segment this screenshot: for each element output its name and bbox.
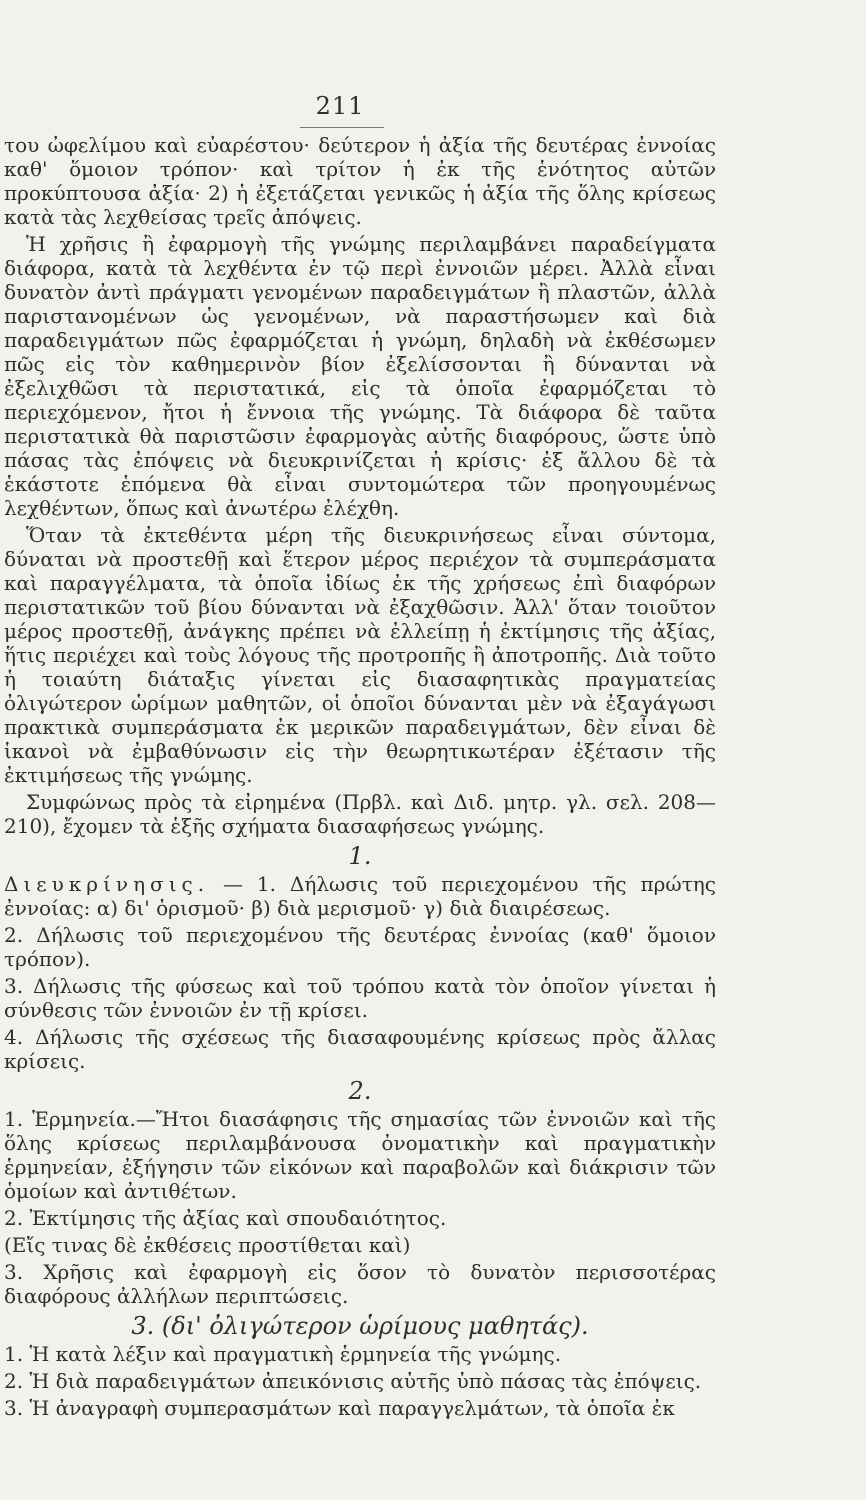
list-item: 1. Ἡ κατὰ λέξιν καὶ πραγματικὴ ἑρμηνεία τῆς γνώμης. — [4, 1342, 562, 1366]
paragraph: Ἡ χρῆσις ἢ ἐφαρμογὴ τῆς γνώμης περιλαμβάνει παραδείγματα διάφορα, κατὰ τὰ λεχθέντα ἐν τῷ περὶ ἐννοιῶν μέρει. Ἀλλὰ εἶναι δυνατὸν ἀντὶ πράγματι γενομένων παραδειγμάτων ἢ πλαστῶν, ἀλλὰ παριστανομένων ὡς γενομένων, νὰ παραστήσωμεν καὶ διὰ παραδειγμάτων πῶς ἐφαρμόζεται ἡ γνώμη, δηλαδὴ νὰ ἐκθέσωμεν πῶς εἰς τὸν καθημερινὸν βίον ἐξελίσσονται ἢ δύνανται νὰ ἐξελιχθῶσι τὰ περιστατικά, εἰς τὰ ὁποῖα ἐφαρμόζεται τὸ περιεχόμενον, ἤτοι ἡ ἔννοια τῆς γνώμης. Τὰ διάφορα δὲ ταῦτα περιστατικὰ θὰ παριστῶσιν ἐφαρμογὰς αὐτῆς διαφόρους, ὥστε ὑπὸ πάσας τὰς ἐπόψεις νὰ διευκρινίζεται ἡ κρίσις· ἐξ ἄλλου δὲ τὰ ἑκάστοτε ἑπόμενα θὰ εἶναι συντομώτερα τῶν προηγουμένως λεχθέντων, ὅπως καὶ ἀνωτέρω ἐλέχθη. — [4, 232, 716, 520]
list-item: 4. Δήλωσις τῆς σχέσεως τῆς διασαφουμένης κρίσεως πρὸς ἄλλας κρίσεις. — [4, 1025, 716, 1073]
paragraph: Συμφώνως πρὸς τὰ εἰρημένα (Πρβλ. καὶ Διδ. μητρ. γλ. σελ. 208—210), ἔχομεν τὰ ἑξῆς σχήματα διασαφήσεως γνώμης. — [4, 790, 716, 838]
page-number: 211 — [315, 92, 365, 120]
section-heading: 2. — [348, 1077, 372, 1105]
list-item-text: — 1. Δήλωσις τοῦ περιεχομένου τῆς πρώτης ἐννοίας: α) δι' ὁρισμοῦ· β) διὰ μερισμοῦ· γ) διὰ διαιρέσεως. — [4, 872, 716, 920]
list-item: 2. Ἐκτίμησις τῆς ἀξίας καὶ σπουδαιότητος. — [4, 1206, 447, 1230]
list-item: 2. Δήλωσις τοῦ περιεχομένου τῆς δευτέρας ἐννοίας (καθ' ὅμοιον τρόπον). — [4, 923, 716, 971]
list-item: 2. Ἡ διὰ παραδειγμάτων ἀπεικόνισις αὐτῆς ὑπὸ πάσας τὰς ἐπόψεις. — [4, 1369, 702, 1393]
list-item: 3. Δήλωσις τῆς φύσεως καὶ τοῦ τρόπου κατὰ τὸν ὁποῖον γίνεται ἡ σύνθεσις τῶν ἐννοιῶν ἐν τῇ κρίσει. — [4, 974, 716, 1022]
list-item: (Εἴς τινας δὲ ἐκθέσεις προστίθεται καὶ) — [4, 1233, 411, 1257]
paragraph: Ὅταν τὰ ἐκτεθέντα μέρη τῆς διευκρινήσεως εἶναι σύντομα, δύναται νὰ προστεθῇ καὶ ἕτερον μέρος περιέχον τὰ συμπεράσματα καὶ παραγγέλματα, τὰ ὁποῖα ἰδίως ἐκ τῆς χρήσεως ἐπὶ διαφόρων περιστατικῶν τοῦ βίου δύνανται νὰ ἐξαχθῶσιν. Ἀλλ' ὅταν τοιοῦτον μέρος προστεθῇ, ἀνάγκης πρέπει νὰ ἐλλείπῃ ἡ ἐκτίμησις τῆς ἀξίας, ἥτις περιέχει καὶ τοὺς λόγους τῆς προτροπῆς ἢ ἀποτροπῆς. Διὰ τοῦτο ἡ τοιαύτη διάταξις γίνεται εἰς διασαφητικὰς πραγματείας ὀλιγώτερον ὡρίμων μαθητῶν, οἱ ὁποῖοι δύνανται μὲν νὰ ἐξαγάγωσι πρακτικὰ συμπεράσματα ἐκ μερικῶν παραδειγμάτων, δὲν εἶναι δὲ ἱκανοὶ νὰ ἐμβαθύνωσιν εἰς τὴν θεωρητικωτέραν ἐξέτασιν τῆς ἐκτιμήσεως τῆς γνώμης. — [4, 523, 716, 787]
page-body — [4, 133, 716, 1423]
section-heading: 3. (δι' ὀλιγώτερον ὡρίμους μαθητάς). — [131, 1312, 589, 1340]
list-item: 3. Ἡ ἀναγραφὴ συμπερασμάτων καὶ παραγγελμάτων, τὰ ὁποῖα ἐκ — [4, 1396, 675, 1420]
list-item: 3. Χρῆσις καὶ ἐφαρμογὴ εἰς ὅσον τὸ δυνατὸν περισσοτέρας διαφόρους ἀλλήλων περιπτώσεις. — [4, 1260, 716, 1308]
paragraph: του ὠφελίμου καὶ εὐαρέστου· δεύτερον ἡ ἀξία τῆς δευτέρας ἐννοίας καθ' ὅμοιον τρόπον· καὶ τρίτον ἡ ἐκ τῆς ἑνότητος αὐτῶν προκύπτουσα ἀξία· 2) ἡ ἐξετάζεται γενικῶς ἡ ἀξία τῆς ὅλης κρίσεως κατὰ τὰς λεχθείσας τρεῖς ἀπόψεις. — [4, 133, 716, 229]
header-rule — [300, 127, 384, 128]
list-item — [4, 872, 716, 920]
section-heading: 1. — [348, 842, 372, 870]
list-item-lead: Διευκρίνησις. — [4, 872, 210, 896]
list-item: 1. Ἑρμηνεία.—Ἤτοι διασάφησις τῆς σημασίας τῶν ἐννοιῶν καὶ τῆς ὅλης κρίσεως περιλαμβάνουσα ὀνοματικὴν καὶ πραγματικὴν ἑρμηνείαν, ἐξήγησιν τῶν εἰκόνων καὶ παραβολῶν καὶ διάκρισιν τῶν ὁμοίων καὶ ἀντιθέτων. — [4, 1107, 716, 1203]
